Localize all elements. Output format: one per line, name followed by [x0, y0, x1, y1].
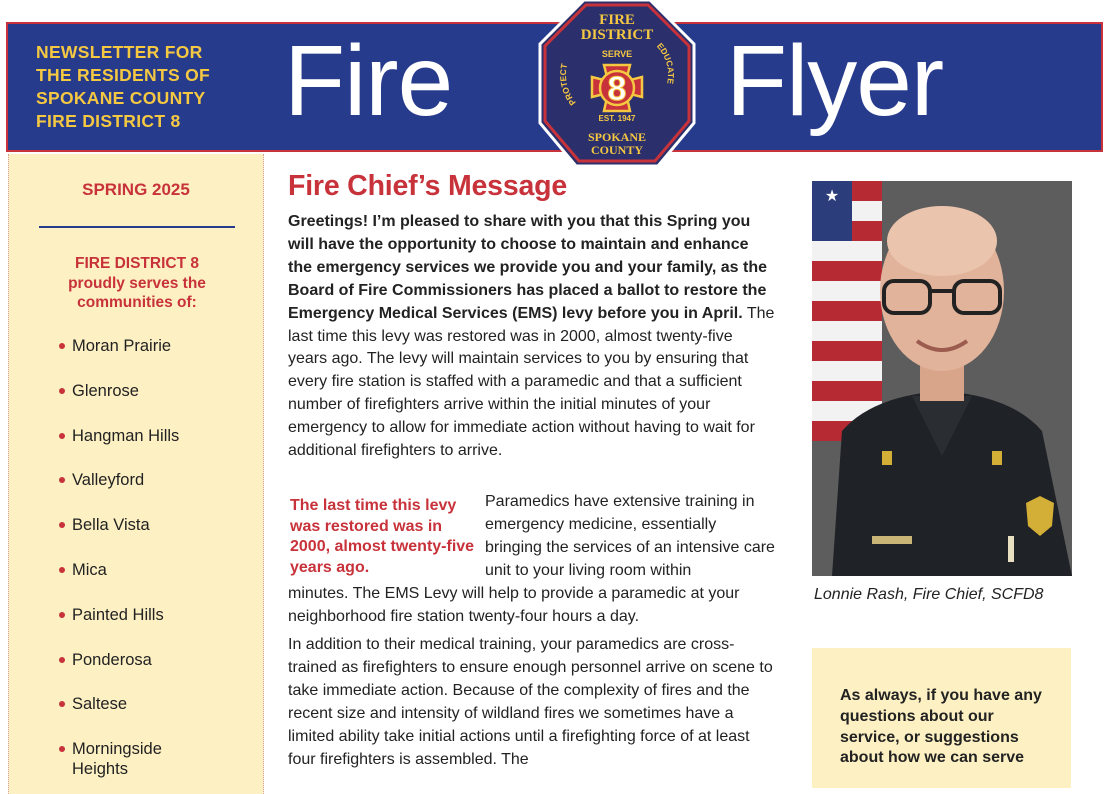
tagline-line: NEWSLETTER FOR	[36, 42, 203, 62]
photo-caption: Lonnie Rash, Fire Chief, SCFD8	[814, 586, 1044, 603]
masthead-tagline	[36, 41, 266, 133]
fire-chief-photo	[812, 181, 1072, 576]
badge-text-fire: FIRE	[599, 12, 635, 28]
tagline-line: FIRE DISTRICT 8	[36, 111, 181, 131]
list-item: Painted Hills	[59, 605, 182, 650]
contact-text: As always, if you have any questions about our service, or suggestions about how we can serve	[840, 687, 1042, 767]
list-item: Ponderosa	[59, 650, 182, 695]
fire-district-badge-logo	[538, 0, 696, 176]
intro-bold-text: Greetings! I’m pleased to share with you that this Spring you will have the opportunity to choose to maintain and enhance the emergency services we provide you and your family, as the Board of Fire Commissioners has placed a ballot to restore the Emergency Medical Services (EMS) levy before you in April.	[288, 213, 767, 322]
badge-text-county: COUNTY	[590, 143, 644, 157]
article-paragraph-3: In addition to their medical training, your paramedics are cross-trained as firefighters to ensure enough personnel arrive on scene to take immediate action. Because of the complexity of fires and the recent size and intensity of wildland fires we sometimes have a limited ability take initial actions until a firefighting force of at least four firefighters is assembled. The	[288, 636, 773, 768]
sidebar-divider	[39, 226, 235, 228]
tagline-line: SPOKANE COUNTY	[36, 88, 206, 108]
badge-text-established: EST. 1947	[598, 114, 636, 123]
list-item: Moran Prairie	[59, 336, 182, 381]
article-headline: Fire Chief’s Message	[288, 170, 567, 202]
serves-line: proudly serves the	[68, 274, 206, 292]
badge-text-spokane: SPOKANE	[587, 130, 647, 144]
badge-text-serve: SERVE	[601, 49, 633, 59]
list-item: Morningside Heights	[59, 739, 182, 784]
serves-heading	[39, 254, 235, 313]
intro-text: The last time this levy was restored was in 2000, almost twenty-five years ago. The levy will maintain services to you by ensuring that every fire station is staffed with a paramedic and that a sufficient number of firefighters arrive within the initial minutes of your emergency to allow for immediate action without having to wait for additional firefighters to arrive.	[288, 304, 775, 460]
list-item: Glenrose	[59, 381, 182, 426]
list-item: Bella Vista	[59, 515, 182, 560]
serves-line: communities of:	[77, 294, 197, 311]
issue-season: SPRING 2025	[82, 180, 190, 199]
article-paragraph-2-start: Paramedics have extensive training in emergency medicine, essentially bringing the services of an intensive care unit to your living room within	[485, 493, 775, 579]
masthead-title-fire: Fire	[284, 25, 453, 137]
contact-box	[812, 648, 1071, 788]
list-item: Mica	[59, 560, 182, 605]
list-item: Hangman Hills	[59, 426, 182, 471]
sidebar	[8, 154, 264, 794]
list-item: Valleyford	[59, 470, 182, 515]
article-intro	[288, 211, 776, 463]
list-item: Saltese	[59, 694, 182, 739]
badge-text-educate: EDUCATE	[654, 40, 677, 85]
article-paragraph-2-end: minutes. The EMS Levy will help to provide a paramedic at your neighborhood fire station twenty-four hours a day.	[288, 585, 740, 625]
badge-text-district: DISTRICT	[580, 27, 654, 43]
pull-quote: The last time this levy was restored was in 2000, almost twenty-five years ago.	[290, 497, 475, 577]
serves-line: FIRE DISTRICT 8	[74, 255, 199, 272]
tagline-line: THE RESIDENTS OF	[36, 65, 210, 85]
masthead-title-flyer: Flyer	[726, 25, 944, 137]
svg-text:★: ★	[824, 188, 840, 205]
communities-list	[59, 336, 182, 784]
badge-text-protect: PROTECT	[557, 62, 578, 108]
badge-number: 8	[607, 70, 627, 108]
